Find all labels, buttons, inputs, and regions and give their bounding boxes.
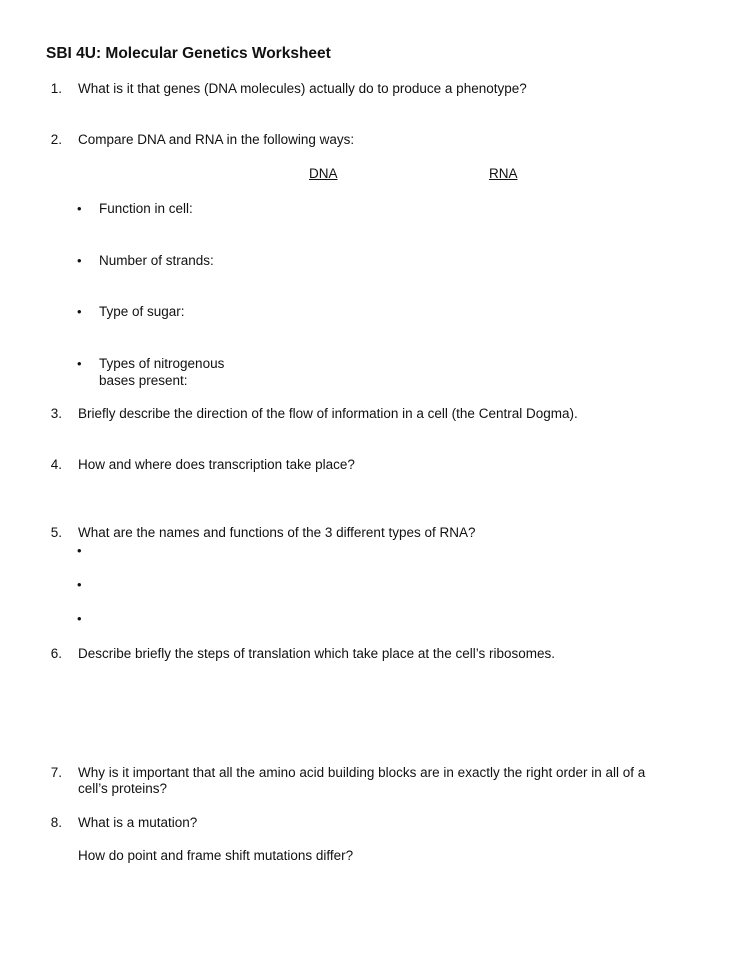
question-6-text: Describe briefly the steps of translation which take place at the cell’s ribosomes. [78, 646, 555, 661]
bullet-icon: • [77, 611, 82, 626]
question-number-2: 2. [50, 132, 62, 147]
question-1-text: What is it that genes (DNA molecules) actually do to produce a phenotype? [78, 81, 527, 96]
question-4-text: How and where does transcription take place? [78, 457, 355, 472]
question-7-text-line2: cell’s proteins? [78, 781, 168, 796]
bullet-icon: • [77, 577, 82, 592]
compare-item-function: Function in cell: [99, 201, 193, 216]
page-title: SBI 4U: Molecular Genetics Worksheet [46, 45, 331, 62]
column-header-rna: RNA [489, 166, 518, 181]
column-header-dna: DNA [309, 166, 338, 181]
question-number-5: 5. [50, 525, 62, 540]
question-number-6: 6. [50, 646, 62, 661]
bullet-icon: • [77, 356, 82, 371]
question-2-text: Compare DNA and RNA in the following ways: [78, 132, 355, 147]
compare-item-sugar: Type of sugar: [99, 304, 185, 319]
compare-item-strands: Number of strands: [99, 253, 214, 268]
question-5-text: What are the names and functions of the 3 different types of RNA? [78, 525, 476, 540]
bullet-icon: • [77, 543, 82, 558]
question-number-8: 8. [50, 815, 62, 830]
question-number-7: 7. [50, 765, 62, 780]
question-8-text: What is a mutation? [78, 815, 198, 830]
question-7-text-line1: Why is it important that all the amino acid building blocks are in exactly the right order in all of a [78, 765, 646, 780]
bullet-icon: • [77, 304, 82, 319]
question-number-1: 1. [50, 81, 62, 96]
bullet-icon: • [77, 253, 82, 268]
question-number-4: 4. [50, 457, 62, 472]
question-number-3: 3. [50, 406, 62, 421]
question-8-followup: How do point and frame shift mutations differ? [78, 848, 354, 863]
compare-item-bases-line2: bases present: [99, 373, 188, 388]
compare-item-bases-line1: Types of nitrogenous [99, 356, 225, 371]
question-3-text: Briefly describe the direction of the flow of information in a cell (the Central Dogma). [78, 406, 578, 421]
bullet-icon: • [77, 201, 82, 216]
